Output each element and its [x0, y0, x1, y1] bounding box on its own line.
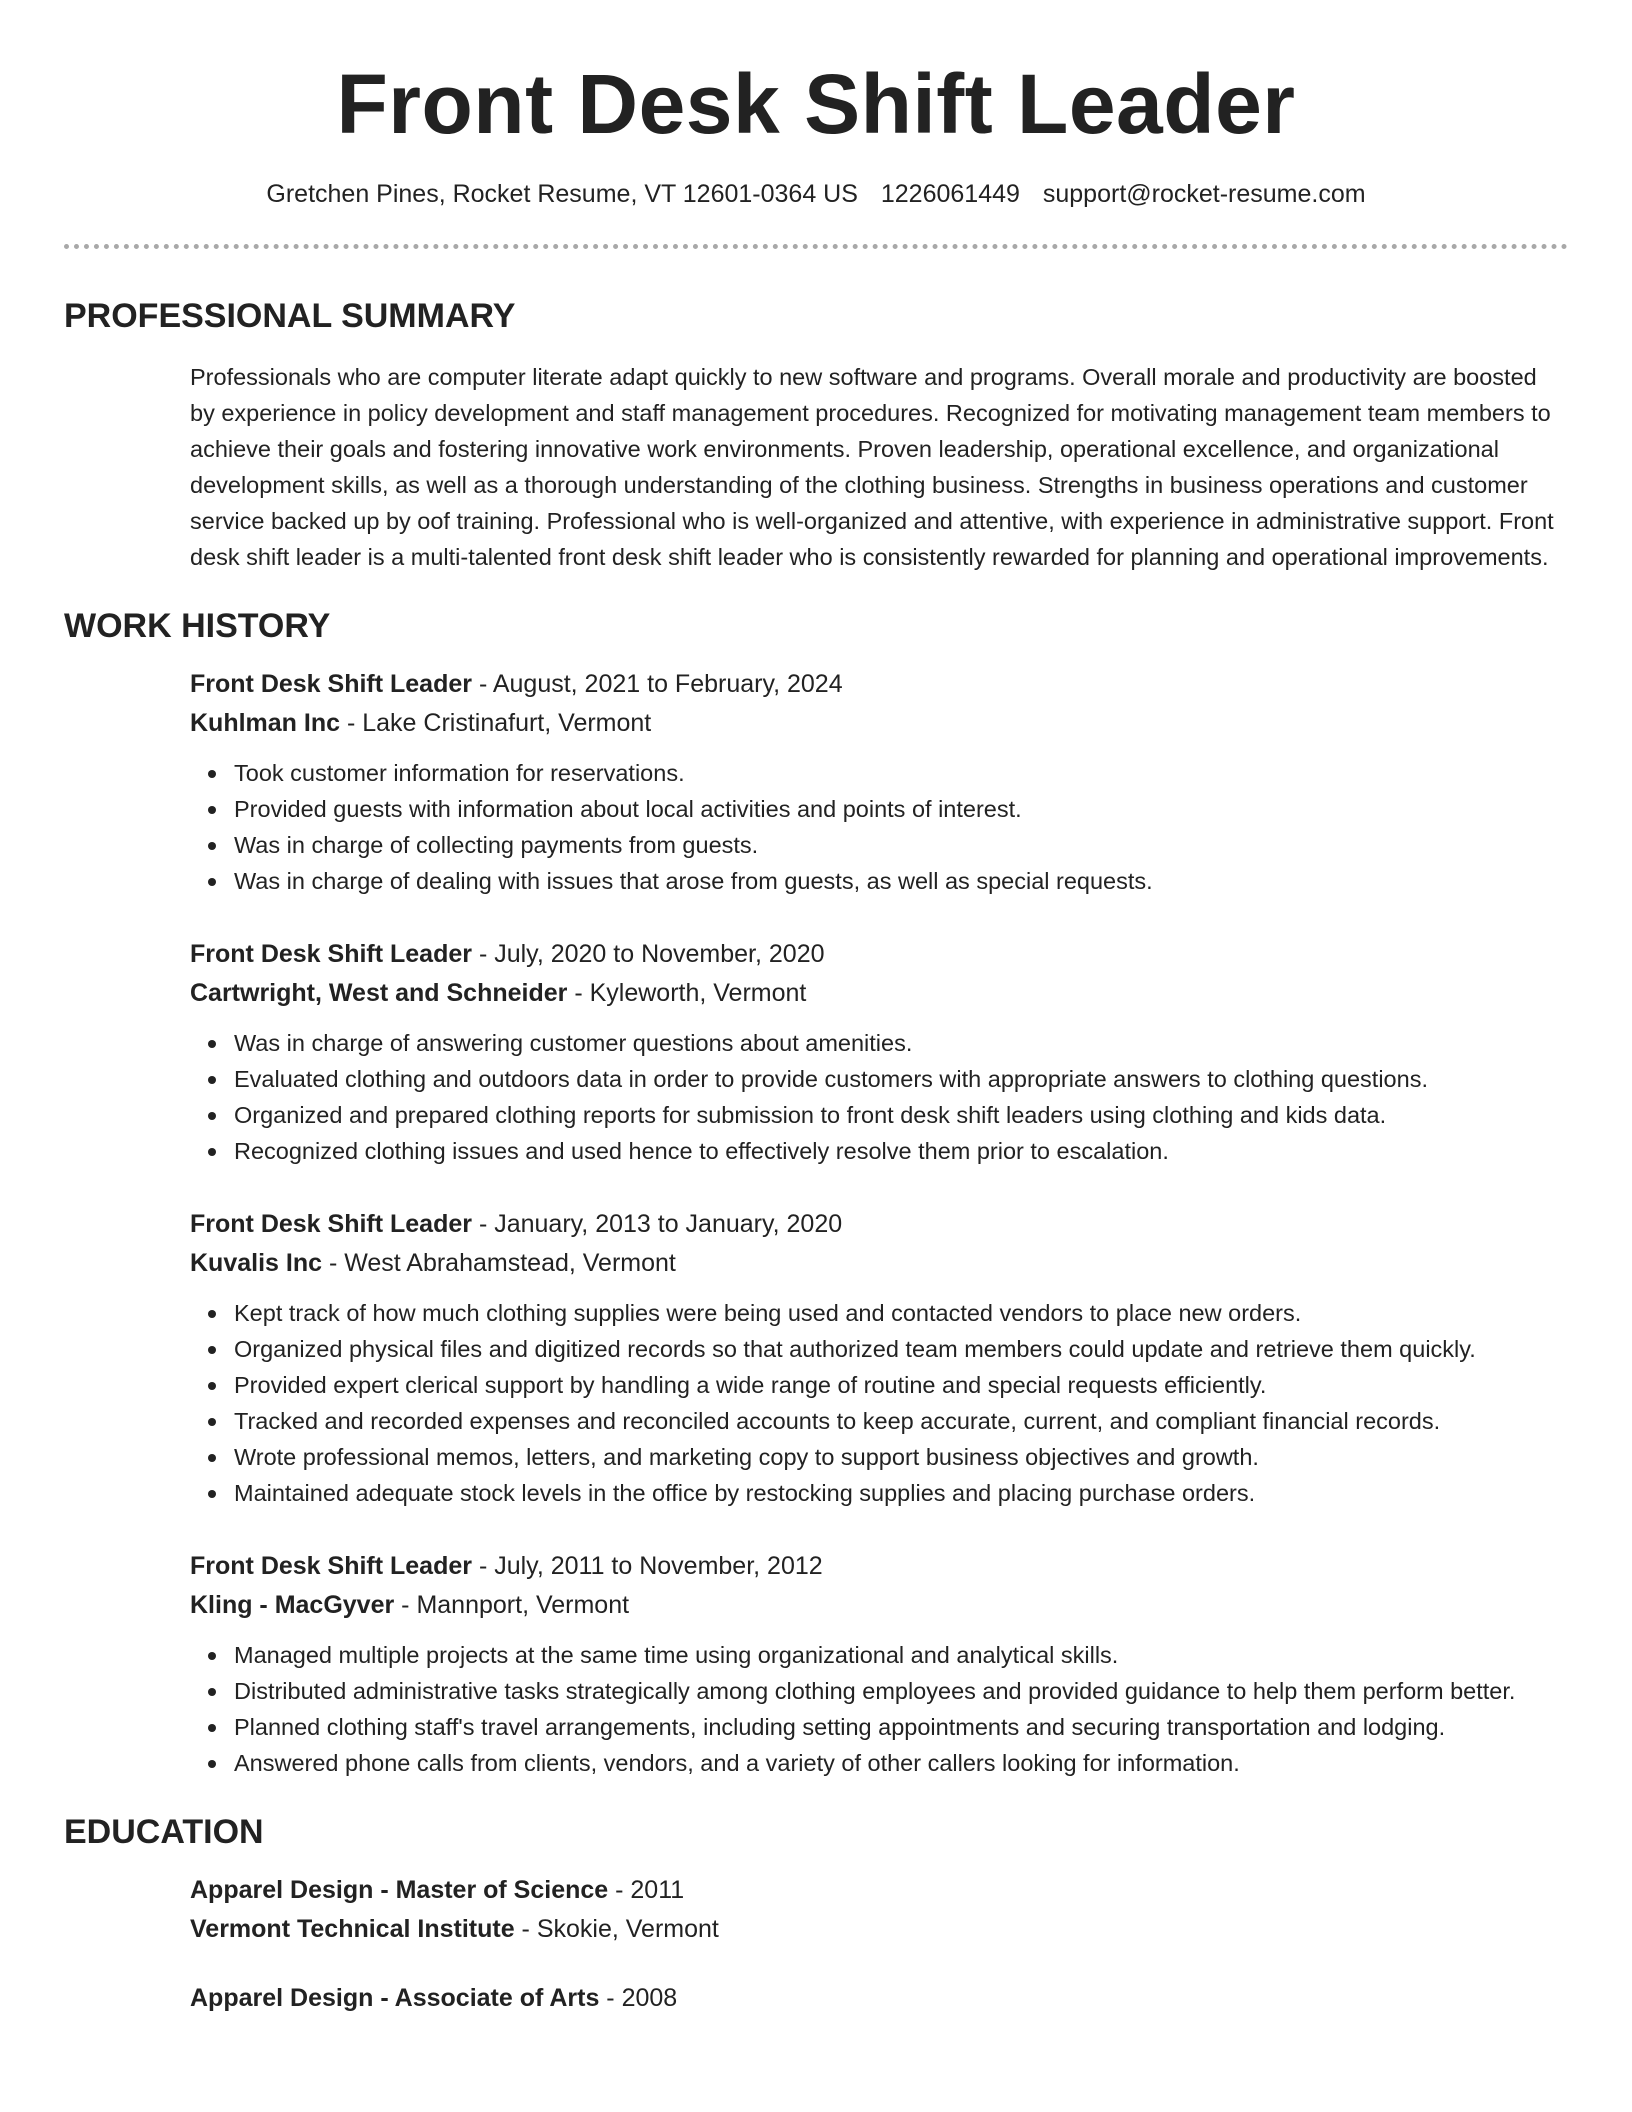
job-entry: [190, 935, 1568, 1169]
education-school: Vermont Technical Institute: [190, 1915, 515, 1943]
job-company-line: [190, 1244, 1568, 1283]
education-year: - 2008: [599, 1984, 678, 2012]
job-dates: - August, 2021 to February, 2024: [472, 670, 843, 698]
education-year: - 2011: [608, 1876, 685, 1904]
resume-page: [64, 0, 1568, 2018]
education-section: [64, 1807, 1568, 2018]
job-dates: - January, 2013 to January, 2020: [472, 1210, 843, 1238]
education-degree-line: [190, 1979, 1568, 2018]
job-location: - West Abrahamstead, Vermont: [322, 1249, 676, 1277]
contact-email[interactable]: support@rocket-resume.com: [1042, 180, 1366, 208]
job-dates: - July, 2020 to November, 2020: [472, 940, 825, 968]
work-history-section: [64, 601, 1568, 1781]
job-location: - Mannport, Vermont: [394, 1591, 630, 1619]
job-company: Cartwright, West and Schneider: [190, 979, 568, 1007]
job-bullets: [190, 1637, 1568, 1781]
summary-heading: PROFESSIONAL SUMMARY: [64, 297, 516, 335]
job-bullet: Tracked and recorded expenses and reconciled accounts to keep accurate, current, and compliant financial records.: [234, 1403, 1568, 1439]
job-bullet: Took customer information for reservations.: [234, 755, 1568, 791]
job-company-line: [190, 1586, 1568, 1625]
job-bullet: Distributed administrative tasks strategically among clothing employees and provided guidance to help them perform better.: [234, 1673, 1568, 1709]
job-bullet: Provided guests with information about local activities and points of interest.: [234, 791, 1568, 827]
job-bullet: Was in charge of dealing with issues that arose from guests, as well as special requests.: [234, 863, 1568, 899]
education-location: - Skokie, Vermont: [514, 1915, 719, 1943]
job-bullet: Managed multiple projects at the same time using organizational and analytical skills.: [234, 1637, 1568, 1673]
job-title: Front Desk Shift Leader: [190, 940, 472, 968]
job-title-line: [190, 665, 1568, 704]
job-title: Front Desk Shift Leader: [190, 1552, 472, 1580]
job-entry: [190, 1205, 1568, 1511]
job-entry: [190, 665, 1568, 899]
education-degree: Apparel Design - Associate of Arts: [190, 1984, 600, 2012]
job-dates: - July, 2011 to November, 2012: [472, 1552, 823, 1580]
job-title: Front Desk Shift Leader: [190, 670, 472, 698]
job-bullet: Organized physical files and digitized records so that authorized team members could update and retrieve them quickly.: [234, 1331, 1568, 1367]
job-location: - Lake Cristinafurt, Vermont: [340, 709, 652, 737]
header-divider: [64, 244, 1568, 249]
job-company-line: [190, 974, 1568, 1013]
job-company-line: [190, 704, 1568, 743]
contact-line: [64, 174, 1568, 214]
job-bullet: Organized and prepared clothing reports for submission to front desk shift leaders using clothing and kids data.: [234, 1097, 1568, 1133]
job-bullet: Provided expert clerical support by handling a wide range of routine and special requests efficiently.: [234, 1367, 1568, 1403]
contact-address: Gretchen Pines, Rocket Resume, VT 12601-0364 US: [266, 180, 858, 208]
resume-title: Front Desk Shift Leader: [336, 57, 1296, 151]
job-company: Kling - MacGyver: [190, 1591, 395, 1619]
job-title-line: [190, 1547, 1568, 1586]
job-location: - Kyleworth, Vermont: [567, 979, 807, 1007]
education-school-line: [190, 1910, 1568, 1949]
education-degree-line: [190, 1871, 1568, 1910]
job-title-line: [190, 935, 1568, 974]
job-bullet: Wrote professional memos, letters, and marketing copy to support business objectives and growth.: [234, 1439, 1568, 1475]
summary-section: [64, 291, 1568, 575]
job-company: Kuhlman Inc: [190, 709, 341, 737]
job-title-line: [190, 1205, 1568, 1244]
job-bullet: Maintained adequate stock levels in the office by restocking supplies and placing purchase orders.: [234, 1475, 1568, 1511]
job-bullets: [190, 1295, 1568, 1511]
job-bullet: Was in charge of collecting payments from guests.: [234, 827, 1568, 863]
contact-phone: 1226061449: [880, 180, 1020, 208]
job-bullet: Answered phone calls from clients, vendors, and a variety of other callers looking for information.: [234, 1745, 1568, 1781]
job-bullets: [190, 1025, 1568, 1169]
education-entry: [190, 1979, 1568, 2018]
job-bullet: Planned clothing staff's travel arrangements, including setting appointments and securing transportation and lodging.: [234, 1709, 1568, 1745]
job-bullet: Was in charge of answering customer questions about amenities.: [234, 1025, 1568, 1061]
job-company: Kuvalis Inc: [190, 1249, 322, 1277]
job-bullet: Kept track of how much clothing supplies were being used and contacted vendors to place new orders.: [234, 1295, 1568, 1331]
job-entry: [190, 1547, 1568, 1781]
education-entry: [190, 1871, 1568, 1949]
education-degree: Apparel Design - Master of Science: [190, 1876, 609, 1904]
job-bullet: Evaluated clothing and outdoors data in order to provide customers with appropriate answers to clothing questions.: [234, 1061, 1568, 1097]
work-history-heading: WORK HISTORY: [64, 607, 331, 645]
job-bullets: [190, 755, 1568, 899]
job-title: Front Desk Shift Leader: [190, 1210, 472, 1238]
job-bullet: Recognized clothing issues and used hence to effectively resolve them prior to escalation.: [234, 1133, 1568, 1169]
summary-text: Professionals who are computer literate adapt quickly to new software and programs. Overall morale and productivity are boosted by experience in policy development and staff management procedures. Recognized for motivating management team members to achieve their goals and fostering innovative work environments. Proven leadership, operational excellence, and organizational development skills, as well as a thorough understanding of the clothing business. Strengths in business operations and customer service backed up by oof training. Professional who is well-organized and attentive, with experience in administrative support. Front desk shift leader is a multi-talented front desk shift leader who is consistently rewarded for planning and operational improvements.: [190, 364, 1554, 570]
education-heading: EDUCATION: [64, 1813, 264, 1851]
